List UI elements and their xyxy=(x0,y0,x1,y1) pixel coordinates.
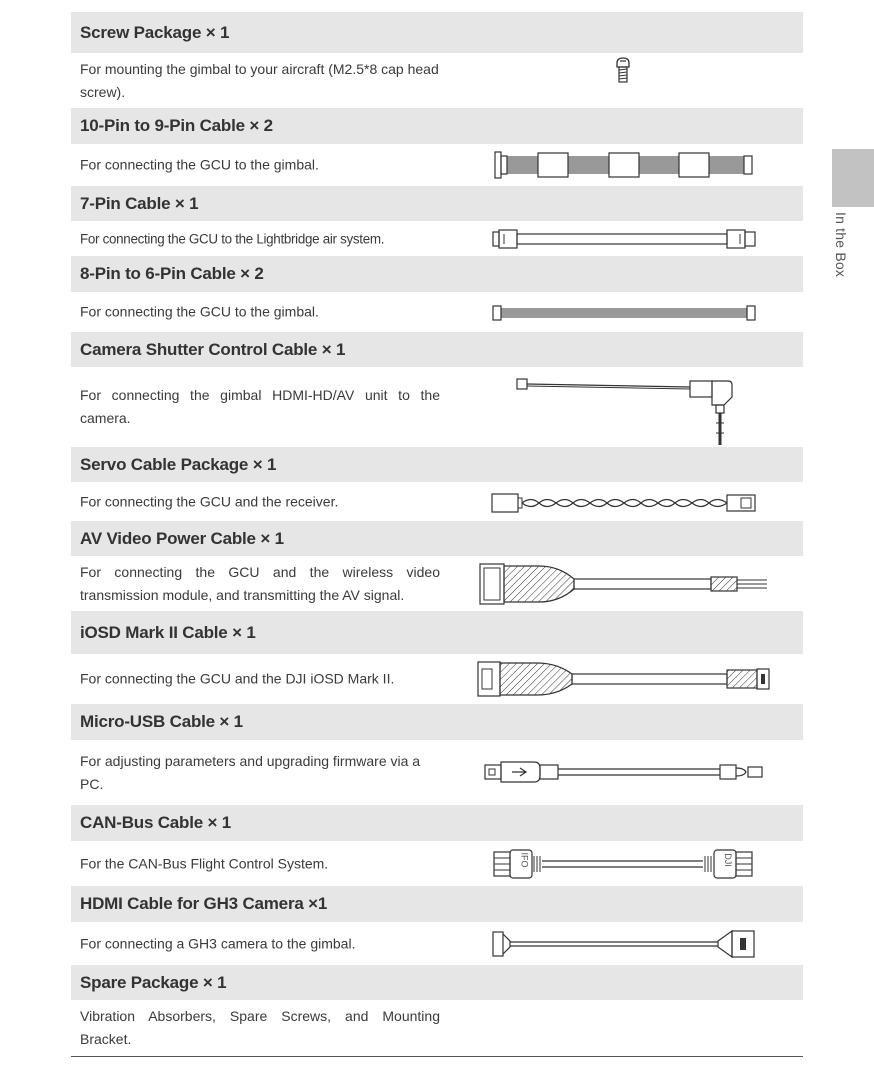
item-description: For connecting the GCU and the wireless video transmission module, and transmitting the AV signal. xyxy=(80,563,440,603)
item-description: For connecting the GCU to the gimbal. xyxy=(80,303,319,320)
section-label: In the Box xyxy=(833,212,849,278)
item-header: AV Video Power Cable × 1 xyxy=(71,521,803,556)
item-description: For adjusting parameters and upgrading firmware via a PC. xyxy=(80,752,421,792)
item-header: Camera Shutter Control Cable × 1 xyxy=(71,332,803,367)
av-video-power-cable-icon xyxy=(479,562,769,606)
section-tab xyxy=(832,149,874,207)
item-description: For connecting a GH3 camera to the gimbal. xyxy=(80,935,356,951)
item-row xyxy=(71,556,803,611)
can-right-connector-label: DJI xyxy=(722,853,733,867)
item-description: For mounting the gimbal to your aircraft (M2.5*8 cap head screw). xyxy=(80,60,439,100)
item-header: 10-Pin to 9-Pin Cable × 2 xyxy=(71,108,803,144)
hdmi-cable-icon xyxy=(492,929,758,959)
item-header: iOSD Mark II Cable × 1 xyxy=(71,611,803,654)
in-the-box-table xyxy=(71,12,803,1057)
servo-cable-icon xyxy=(491,492,759,514)
can-bus-cable-icon xyxy=(493,848,757,880)
item-header: Spare Package × 1 xyxy=(71,965,803,1000)
item-header: 8-Pin to 6-Pin Cable × 2 xyxy=(71,256,803,292)
item-description: For connecting the gimbal HDMI-HD/AV unit to the camera. xyxy=(80,387,440,426)
item-row xyxy=(71,292,803,332)
screw-icon xyxy=(614,57,632,87)
item-description: Vibration Absorbers, Spare Screws, and Mounting Bracket. xyxy=(80,1008,440,1047)
item-row xyxy=(71,144,803,186)
item-row xyxy=(71,53,803,108)
item-description: For connecting the GCU and the DJI iOSD Mark II. xyxy=(80,670,395,687)
item-description: For the CAN-Bus Flight Control System. xyxy=(80,855,329,871)
can-left-connector-label: IFO xyxy=(519,852,530,868)
item-description: For connecting the GCU to the Lightbridge air system. xyxy=(80,231,385,246)
item-header: Servo Cable Package × 1 xyxy=(71,447,803,482)
item-row xyxy=(71,482,803,521)
item-header: CAN-Bus Cable × 1 xyxy=(71,805,803,841)
item-row xyxy=(71,740,803,805)
ten-pin-to-nine-pin-cable-icon xyxy=(494,148,756,182)
item-description: For connecting the GCU and the receiver. xyxy=(80,493,339,509)
item-header: 7-Pin Cable × 1 xyxy=(71,186,803,221)
item-header: Micro-USB Cable × 1 xyxy=(71,704,803,740)
bottom-rule xyxy=(71,1056,803,1057)
eight-pin-to-six-pin-cable-icon xyxy=(492,303,758,323)
item-header: Screw Package × 1 xyxy=(71,12,803,53)
item-row xyxy=(71,654,803,704)
seven-pin-cable-icon xyxy=(492,229,758,249)
item-row xyxy=(71,221,803,256)
item-header: HDMI Cable for GH3 Camera ×1 xyxy=(71,886,803,922)
iosd-mark-ii-cable-icon xyxy=(477,660,773,698)
micro-usb-cable-icon xyxy=(484,759,768,785)
camera-shutter-cable-icon xyxy=(516,377,736,447)
item-row xyxy=(71,1000,803,1056)
item-row xyxy=(71,367,803,447)
item-row xyxy=(71,841,803,886)
item-row xyxy=(71,922,803,965)
item-description: For connecting the GCU to the gimbal. xyxy=(80,156,319,173)
